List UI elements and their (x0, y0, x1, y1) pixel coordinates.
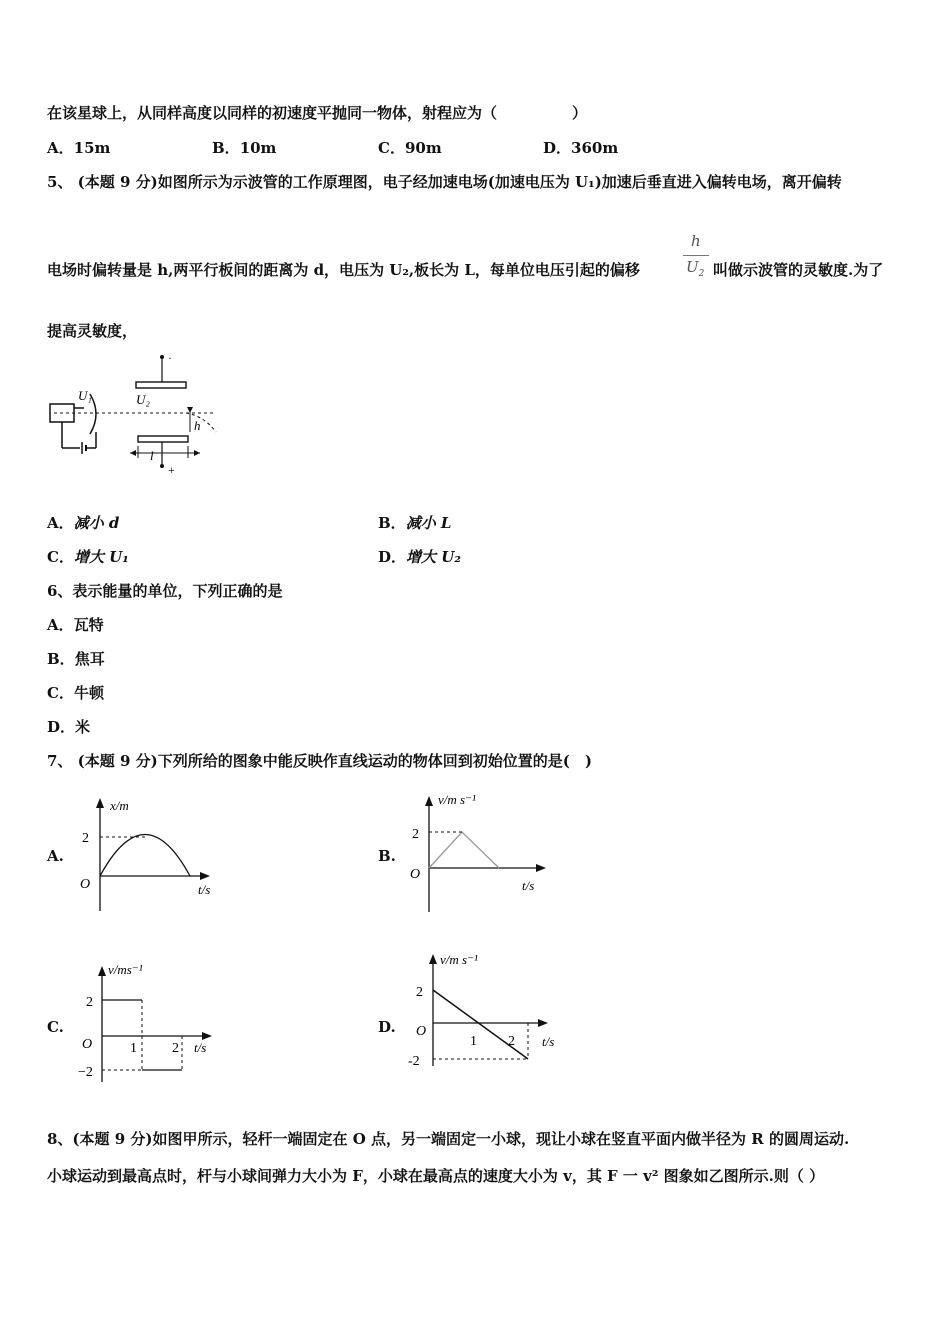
q8-stem-line1: 8、(本题 9 分)如图甲所示，轻杆一端固定在 O 点，另一端固定一小球，现让小球在竖直平面内做半径为 R 的圆周运动. (47, 1130, 850, 1148)
graph-d-tick-pos: 2 (416, 985, 423, 1000)
graph-c-tick-pos: 2 (86, 995, 93, 1010)
q6-stem: 6、表示能量的单位，下列正确的是 (47, 582, 283, 600)
graph-d-xlabel: t/s (542, 1034, 555, 1049)
graph-d-t2: 2 (508, 1034, 515, 1049)
q5-stem-line1: 5、 (本题 9 分)如图所示为示波管的工作原理图，电子经加速电场(加速电压为 U₁)加速后垂直进入偏转电场，离开偏转 (47, 173, 842, 191)
q5-stem-line2b: 叫做示波管的灵敏度.为了 (713, 261, 884, 279)
u2-label: U₂ (136, 392, 150, 407)
graph-a-ylabel: x/m (110, 798, 129, 813)
fraction-numerator: h (691, 232, 701, 250)
graph-c-tick-neg: −2 (78, 1065, 93, 1080)
graph-a-origin: O (80, 877, 91, 892)
graph-d-t1: 1 (470, 1034, 477, 1049)
graph-c-origin: O (82, 1037, 93, 1052)
graph-d-ylabel: v/m s⁻¹ (440, 952, 478, 967)
parabola-curve (100, 835, 190, 877)
q4-option-d[interactable]: D．360m (543, 139, 619, 157)
lower-plate (138, 436, 188, 442)
u1-label: U₁ (78, 388, 92, 403)
triangle-velocity (429, 832, 499, 868)
q5-option-d[interactable]: D．增大 U₂ (378, 548, 461, 566)
oscilloscope-diagram (44, 352, 224, 477)
graph-d-tick-neg: -2 (408, 1054, 420, 1069)
svg-text:+: + (168, 463, 175, 477)
q5-stem-line2a: 电场时偏转量是 h,两平行板间的距离为 d，电压为 U₂,板长为 L，每单位电压引起的偏移 (47, 261, 640, 279)
svg-text:·: · (168, 352, 172, 365)
q7-option-d[interactable]: D. (378, 1018, 396, 1036)
q7-option-b[interactable]: B. (378, 847, 396, 865)
q7-option-c[interactable]: C. (47, 1018, 64, 1036)
q7-stem: 7、 (本题 9 分)下列所给的图象中能反映作直线运动的物体回到初始位置的是( ) (47, 752, 592, 770)
graph-b-origin: O (410, 867, 421, 882)
q8-stem-line2: 小球运动到最高点时，杆与小球间弹力大小为 F，小球在最高点的速度大小为 v，其 F 一 v² 图象如乙图所示.则（ ） (47, 1167, 825, 1185)
l-label: l (150, 448, 154, 463)
q5-option-c[interactable]: C．增大 U₁ (47, 548, 129, 566)
q5-stem-line3: 提高灵敏度， (47, 322, 138, 340)
q6-option-d[interactable]: D．米 (47, 718, 91, 736)
graph-c-t2: 2 (172, 1041, 179, 1056)
q5-fraction (683, 232, 709, 282)
q4-option-b[interactable]: B．10m (212, 139, 277, 157)
upper-plate (136, 382, 186, 388)
graph-a (70, 796, 230, 916)
graph-c-ylabel: v/ms⁻¹ (108, 962, 143, 977)
q4-option-a[interactable]: A．15m (47, 139, 111, 157)
q4-stem: 在该星球上，从同样高度以同样的初速度平抛同一物体，射程应为（ ） (47, 104, 588, 122)
h-label: h (194, 418, 201, 433)
graph-c (72, 956, 232, 1086)
q6-option-b[interactable]: B．焦耳 (47, 650, 105, 668)
q6-option-a[interactable]: A．瓦特 (47, 616, 104, 634)
graph-b (400, 788, 560, 916)
graph-d-origin: O (416, 1024, 427, 1039)
graph-b-tick: 2 (412, 827, 419, 842)
graph-a-tick: 2 (82, 831, 89, 846)
graph-d (400, 946, 570, 1072)
q7-option-a[interactable]: A. (47, 847, 64, 865)
graph-b-xlabel: t/s (522, 878, 535, 893)
q6-option-c[interactable]: C．牛顿 (47, 684, 104, 702)
graph-a-xlabel: t/s (198, 882, 211, 897)
graph-b-ylabel: v/m s⁻¹ (438, 792, 476, 807)
graph-c-xlabel: t/s (194, 1040, 207, 1055)
q5-option-a[interactable]: A．减小 d (47, 514, 120, 532)
fraction-denominator: $U_2$ (686, 258, 705, 279)
graph-c-t1: 1 (130, 1041, 137, 1056)
fraction-bar (683, 255, 709, 256)
q5-option-b[interactable]: B．减小 L (378, 514, 452, 532)
q4-option-c[interactable]: C．90m (378, 139, 442, 157)
